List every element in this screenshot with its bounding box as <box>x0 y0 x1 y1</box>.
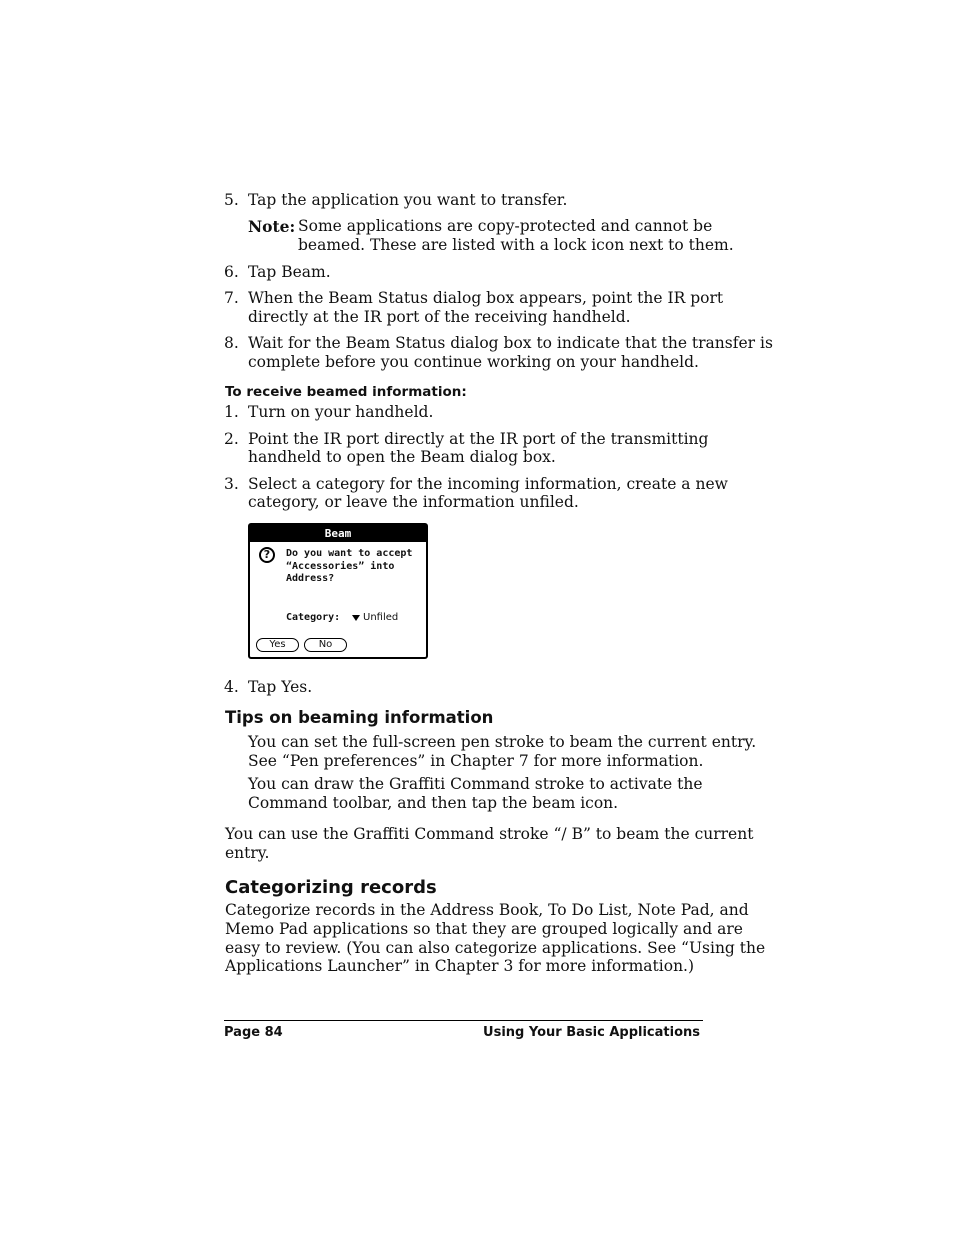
step-number: 5. <box>224 191 239 209</box>
step-text: Tap Yes. <box>248 678 313 696</box>
step-number: 4. <box>224 678 239 696</box>
dialog-message-line: “Accessories” into <box>286 560 395 572</box>
step-number: 6. <box>224 263 239 281</box>
dialog-message-line: Address? <box>286 573 335 584</box>
beam-dialog <box>248 523 428 659</box>
body-text-line: Memo Pad applications so that they are grouped logically and are <box>225 920 743 938</box>
section-heading: Categorizing records <box>225 877 437 898</box>
step-text: Turn on your handheld. <box>248 403 434 421</box>
dialog-message <box>286 548 412 586</box>
step-text: Tap Beam. <box>248 263 331 281</box>
procedure-heading: To receive beamed information: <box>225 384 467 400</box>
step-number: 2. <box>224 430 239 448</box>
tip-line: Command toolbar, and then tap the beam icon. <box>248 794 619 812</box>
step-number: 3. <box>224 475 239 493</box>
page-number: Page 84 <box>224 1025 283 1040</box>
step-text-line: Wait for the Beam Status dialog box to indicate that the transfer is <box>248 334 773 352</box>
note-text-line: Some applications are copy-protected and cannot be <box>298 217 713 235</box>
chapter-title: Using Your Basic Applications <box>483 1025 700 1040</box>
yes-button[interactable]: Yes <box>256 638 299 652</box>
body-text-line: You can use the Graffiti Command stroke “/ B” to beam the current <box>225 825 754 843</box>
body-text-line: Applications Launcher” in Chapter 3 for more information.) <box>225 957 695 975</box>
step-text-line: directly at the IR port of the receiving handheld. <box>248 308 631 326</box>
dialog-message-line: Do you want to accept <box>286 548 413 559</box>
step-text: Tap the application you want to transfer. <box>248 191 568 209</box>
tip-line: You can draw the Graffiti Command stroke to activate the <box>248 775 703 793</box>
step-number: 8. <box>224 334 239 352</box>
dropdown-triangle-icon[interactable] <box>352 615 360 621</box>
step-number: 1. <box>224 403 239 421</box>
dialog-title: Beam <box>250 525 426 542</box>
category-picker[interactable]: Unfiled <box>363 612 399 623</box>
footer-rule <box>224 1020 703 1021</box>
tip-line: See “Pen preferences” in Chapter 7 for more information. <box>248 752 704 770</box>
section-heading: Tips on beaming information <box>225 708 494 727</box>
step-text-line: category, or leave the information unfiled. <box>248 493 579 511</box>
step-text-line: Select a category for the incoming information, create a new <box>248 475 728 493</box>
note-text-line: beamed. These are listed with a lock icon next to them. <box>298 236 734 254</box>
body-text-line: entry. <box>225 844 270 862</box>
step-text-line: Point the IR port directly at the IR port of the transmitting <box>248 430 709 448</box>
step-number: 7. <box>224 289 239 307</box>
step-text-line: complete before you continue working on your handheld. <box>248 353 699 371</box>
step-text-line: handheld to open the Beam dialog box. <box>248 448 556 466</box>
body-text-line: easy to review. (You can also categorize applications. See “Using the <box>225 939 766 957</box>
note-label: Note: <box>248 217 296 236</box>
category-label: Category: <box>286 612 341 623</box>
no-button[interactable]: No <box>304 638 347 652</box>
question-icon: ? <box>259 547 275 563</box>
body-text-line: Categorize records in the Address Book, To Do List, Note Pad, and <box>225 901 749 919</box>
tip-line: You can set the full-screen pen stroke to beam the current entry. <box>248 733 757 751</box>
step-text-line: When the Beam Status dialog box appears, point the IR port <box>248 289 724 307</box>
